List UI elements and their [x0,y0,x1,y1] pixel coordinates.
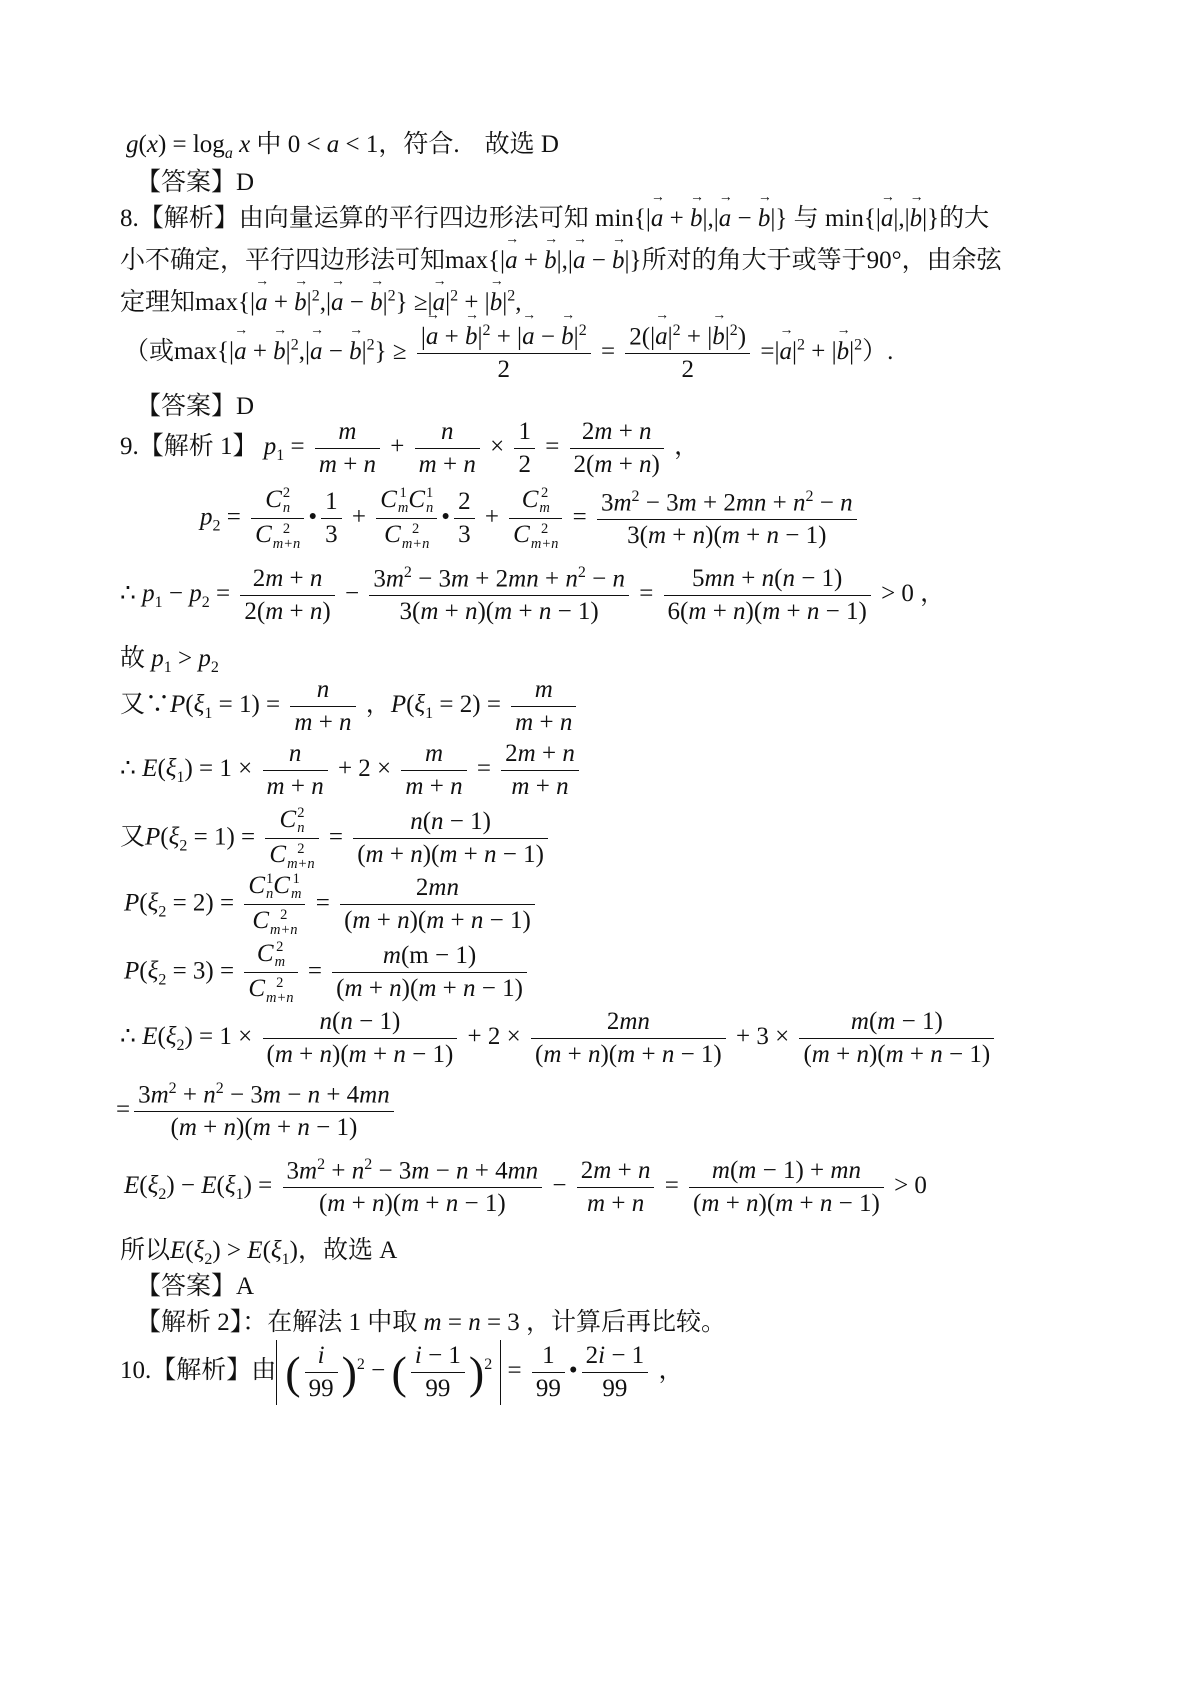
q9-diff: ∴ $p_1 - p_2$ = $\frac{2m + n}{2(m + n)}$ − $\frac{3m^2 - 3m + 2mn + n^2 - n}{3(m + n)(m + n - 1)}$ = $\frac{5mn + n(n - 1)}{6(m + n)(m + n - 1)}$ > 0 ， [120,564,946,626]
absolute-value: ( $\frac{i}{99}$ )$^2$ − ( $\frac{i - 1}{99}$ )$^2$ [276,1340,501,1405]
text: 所对的角大于或等于 [641,247,867,274]
q9-gu: 故 $p_1 > p_2$ [120,645,219,676]
text: ，符合. 故选 D [378,131,559,158]
q10-line: 10.【解析】由 ( $\frac{i}{99}$ )$^2$ − ( $\frac{i - 1}{99}$ )$^2$ = $\frac{1}{99}$ • $\frac{2i - 1}{99}$ ， [120,1340,683,1405]
q9-method2: 【解析 2】：在解法 1 中取 m = n = 3 ，计算后再比较。 [136,1309,727,1336]
answer-label: 【答案】D [136,393,255,420]
text: 定理知 [120,289,196,316]
text: 故 [120,645,146,672]
text: 又 [120,823,146,851]
q9-P-xi2-2: $P(\xi_2 = 2)$ = C 1 n C 1 m C 2 m+n = $\frac{2mn}{(m + n)(m + n - 1)}$ [124,872,539,938]
text: 与 [793,205,819,232]
text: 的大 [939,205,990,232]
q9-E-xi2-result: = $\frac{3m^2 + n^2 - 3m - n + 4mn}{(m + n)(m + n - 1)}$ [116,1080,398,1142]
q8-line1: 8.【解析】由向量运算的平行四边形法可知 min{|→ a + → b|,|→ a − → b|} 与 min{|→ a|,|→ b|}的大 [120,198,989,234]
text: ）. [862,337,894,365]
line-g-log: $g(x) = \log_a x$ 中 0 < a < 1，符合. 故选 D [126,131,559,162]
q9-P-xi1: 又$\because P(\xi_1 = 1)$ = $\frac{n}{m + n}$ ，$P(\xi_1 = 2)$ = $\frac{m}{m + n}$ [120,676,580,737]
text: ，由余弦 [901,247,1002,274]
q9-conclusion: 所以$E(\xi_2) > E(\xi_1)$，故选 A [120,1237,398,1268]
text: 中 [256,131,282,158]
q8-line2: 小不确定，平行四边形法可知max{|→ a + → b|,|→ a − → b|}所对的角大于或等于90°，由余弦 [120,240,1002,276]
text: 9.【解析 1】 [120,433,258,461]
text: 小不确定，平行四边形法可知 [120,247,446,274]
q9-E-xi1: ∴ $E(\xi_1) = 1$ × $\frac{n}{m + n}$ + 2 × $\frac{m}{m + n}$ = $\frac{2m + n}{m + n}$ [120,740,583,801]
q8-line4: （或max{|→ a + → $b|^2,|\to a$ − → $b|^2$} ≥ $\frac{|\to a + \to b|^2 + |\to a - \to b|^2}{2}$ = $\frac{2(|\to a|^2 + |\to b|^2)}{2}$ =|→ $a|^2$ + |→ $b|^2$）. [124,322,893,384]
q8-line3: 定理知max{|→ a + → $b|^2,|\to a$ − → $b|^2$} ≥|→ $a|^2$ + |→ $b|^2$, [120,282,521,318]
text: 10.【解析】由 [120,1357,277,1385]
text: 所以 [120,1237,171,1264]
text: 【解析 2】：在解法 1 中取 [136,1309,418,1336]
text: ，计算后再比较。 [526,1309,727,1336]
q9-P-xi2-3: $P(\xi_2 = 3)$ = C 2 m C 2 m+n = $\frac{m(m - 1)}{(m + n)(m + n - 1)}$ [124,940,531,1006]
answer-label: 【答案】D [136,169,255,196]
text: ，故选 A [297,1237,398,1264]
q9-P-xi2-1: 又$P(\xi_2 = 1)$ = C 2 n C 2 m+n = $\frac{n(n - 1)}{(m + n)(m + n - 1)}$ [120,806,552,872]
q9-E-diff: $E(\xi_2) - E(\xi_1)$ = $\frac{3m^2 + n^2 - 3m - n + 4mn}{(m + n)(m + n - 1)}$ − $\frac{2m + n}{m + n}$ = $\frac{m(m - 1) + mn}{(m + n)(m + n - 1)}$ > 0 [124,1156,927,1218]
q9-p2: $p_2$ = C 2 n C 2 m+n • $\frac{1}{3}$ + C 1 m C 1 n C 2 m+n • $\frac{2}{3}$ + C 2 m C 2 m+n = $\frac{3m^2 - 3m + 2mn + n^2 - n}{3(m + n)(m + n - 1)}$ [200,486,861,552]
q9-p1: 9.【解析 1】 $p_1$ = $\frac{m}{m + n}$ + $\frac{n}{m + n}$ × $\frac{1}{2}$ = $\frac{2m + n}{2(m + n)}$ ， [120,418,700,478]
text: 8.【解析】由向量运算的平行四边形法可知 [120,205,589,232]
answer-label: 【答案】A [136,1273,255,1300]
text: （或 [124,337,175,365]
text: 又∵ [120,691,171,719]
q9-E-xi2: ∴ $E(\xi_2) = 1$ × $\frac{n(n - 1)}{(m + n)(m + n - 1)}$ + 2 × $\frac{2mn}{(m + n)(m + n - 1)}$ + 3 × $\frac{m(m - 1)}{(m + n)(m + n - 1)}$ [120,1008,998,1069]
